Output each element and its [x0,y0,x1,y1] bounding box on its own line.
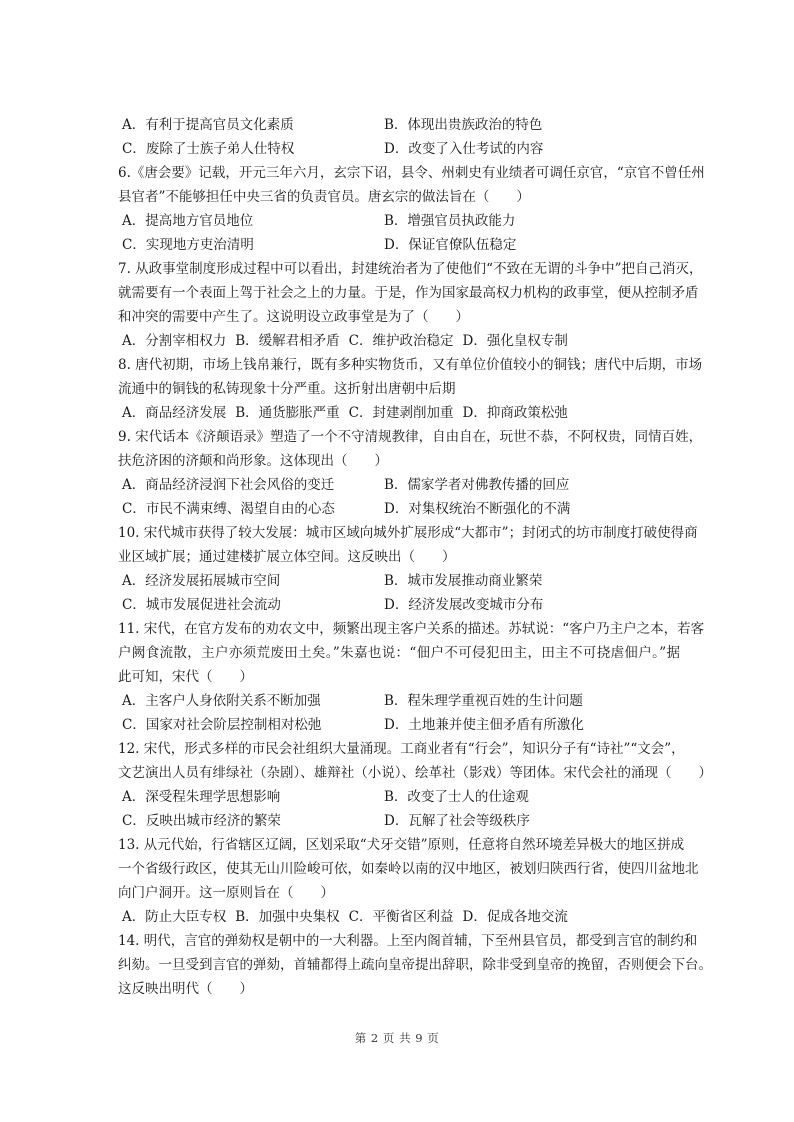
question-list [118,113,712,1001]
q8-option-a[interactable]: A．商品经济发展 [122,405,227,421]
q7-option-a[interactable]: A．分割宰相权力 [122,333,227,349]
q13-stem-line-3: 向门户洞开。这一原则旨在（ ） [118,885,334,901]
q7-options-row [118,329,680,353]
q12-option-c[interactable]: C．反映出城市经济的繁荣 [122,813,281,829]
page-number-footer: 第 2 页 共 9 页 [354,1031,440,1045]
q7-stem-line-2: 就需要有一个表面上驾于社会之上的力量。于是，作为国家最高权力机构的政事堂，便从控制矛盾 [118,285,699,301]
q14-stem-line-2: 纠劾。一旦受到言官的弹劾，首辅都得上疏向皇帝提出辞职，除非受到皇帝的挽留，否则便会下台。 [118,957,712,973]
q13-option-a[interactable]: A．防止大臣专权 [122,909,227,925]
q11-stem-line-1: 11. 宋代，在官方发布的劝农文中，频繁出现主客户关系的描述。苏轼说：“客户乃主户之本，若客 [118,621,705,637]
q6-options-row-1 [118,209,680,233]
q5-option-a[interactable]: A．有利于提高官员文化素质 [122,117,294,133]
q6-option-b[interactable]: B．增强官员执政能力 [384,213,516,229]
q9-options-row-1 [118,473,680,497]
q7-stem-line-3: 和冲突的需要中产生了。这说明设立政事堂是为了（ ） [118,309,469,325]
q6-options-row-2 [118,233,680,257]
q7-option-d[interactable]: D．强化皇权专制 [462,333,568,349]
q13-stem-line-2: 一个省级行政区，使其无山川险峻可依，如秦岭以南的汉中地区，被划归陕西行省，使四川盆地北 [118,861,699,877]
q7-option-b[interactable]: B．缓解君相矛盾 [235,333,340,349]
q10-stem-line-1: 10. 宋代城市获得了较大发展：城市区域向城外扩展形成“大都市”；封闭式的坊市制度打破使得商 [118,525,698,541]
q12-option-d[interactable]: D．瓦解了社会等级秩序 [384,813,530,829]
q9-option-a[interactable]: A．商品经济浸润下社会风俗的变迁 [122,477,335,493]
q9-stem-line-1: 9. 宋代话本《济颠语录》塑造了一个不守清规教律，自由自在，玩世不恭，不阿权贵，同情百姓， [118,429,703,445]
q10-stem-line-2: 业区域扩展；通过建楼扩展立体空间。这反映出（ ） [118,549,456,565]
q13-option-d[interactable]: D．促成各地交流 [462,909,568,925]
q11-option-c[interactable]: C．国家对社会阶层控制相对松弛 [122,717,322,733]
q6-option-d[interactable]: D．保证官僚队伍稳定 [384,237,517,253]
q5-option-b[interactable]: B．体现出贵族政治的特色 [384,117,543,133]
q13-option-c[interactable]: C．平衡省区利益 [348,909,454,925]
q8-option-b[interactable]: B．通货膨胀严重 [235,405,340,421]
q11-stem-line-3: 此可知，宋代（ ） [118,669,253,685]
q12-option-b[interactable]: B．改变了士人的仕途观 [384,789,529,805]
q13-stem-line-1: 13. 从元代始，行省辖区辽阔，区划采取“犬牙交错”原则，任意将自然环境差异极大的地区拼成 [118,837,685,853]
q6-option-c[interactable]: C．实现地方吏治清明 [122,237,254,253]
q5-options-row-2 [118,137,680,161]
q9-option-b[interactable]: B．儒家学者对佛教传播的回应 [384,477,570,493]
q12-stem-line-2: 文艺演出人员有绯绿社（杂剧）、雄辩社（小说）、绘革社（影戏）等团体。宋代会社的涌现（ ） [118,765,712,781]
q12-stem-line-1: 12. 宋代，形式多样的市民会社组织大量涌现。工商业者有“行会”，知识分子有“诗社”“文会”， [118,741,685,757]
q8-option-c[interactable]: C．封建剥削加重 [348,405,454,421]
q10-option-a[interactable]: A．经济发展拓展城市空间 [122,573,281,589]
q6-option-a[interactable]: A．提高地方官员地位 [122,213,254,229]
q5-option-d[interactable]: D．改变了入仕考试的内容 [384,141,544,157]
q10-options-row-2 [118,593,680,617]
q9-option-c[interactable]: C．市民不满束缚、渴望自由的心态 [122,501,335,517]
q9-option-d[interactable]: D．对集权统治不断强化的不满 [384,501,571,517]
q9-stem-line-2: 扶危济困的济颠和尚形象。这体现出（ ） [118,453,388,469]
q8-option-d[interactable]: D．抑商政策松弛 [462,405,568,421]
q12-options-row-2 [118,809,680,833]
q13-option-b[interactable]: B．加强中央集权 [235,909,340,925]
q8-stem-line-2: 流通中的铜钱的私铸现象十分严重。这折射出唐朝中后期 [118,381,456,397]
q11-option-b[interactable]: B．程朱理学重视百姓的生计问题 [384,693,583,709]
q5-options-row-1 [118,113,680,137]
q10-option-b[interactable]: B．城市发展推动商业繁荣 [384,573,543,589]
q13-options-row [118,905,680,929]
q9-options-row-2 [118,497,680,521]
q6-stem-line-1: 6.《唐会要》记载，开元三年六月，玄宗下诏，县令、州刺史有业绩者可调任京官，“京官不曾任州 [118,165,705,181]
q7-option-c[interactable]: C．维护政治稳定 [348,333,454,349]
q10-option-d[interactable]: D．经济发展改变城市分布 [384,597,544,613]
q11-options-row-2 [118,713,680,737]
q8-options-row [118,401,680,425]
q10-options-row-1 [118,569,680,593]
q6-stem-line-2: 县官者”不能够担任中央三省的负责官员。唐玄宗的做法旨在（ ） [118,189,530,205]
q14-stem-line-3: 这反映出明代（ ） [118,981,253,997]
q11-options-row-1 [118,689,680,713]
q11-option-d[interactable]: D．土地兼并使主佃矛盾有所激化 [384,717,584,733]
q12-options-row-1 [118,785,680,809]
q7-stem-line-1: 7. 从政事堂制度形成过程中可以看出，封建统治者为了使他们“不致在无谓的斗争中”把自己消灭， [118,261,703,277]
q10-option-c[interactable]: C．城市发展促进社会流动 [122,597,281,613]
q8-stem-line-1: 8. 唐代初期，市场上钱帛兼行，既有多种实物货币，又有单位价值较小的铜钱；唐代中后期，市场 [118,357,703,373]
q12-option-a[interactable]: A．深受程朱理学思想影响 [122,789,281,805]
q11-option-a[interactable]: A．主客户人身依附关系不断加强 [122,693,321,709]
q14-stem-line-1: 14. 明代，言官的弹劾权是朝中的一大利器。上至内阁首辅，下至州县官员，都受到言官的制约和 [118,933,698,949]
q5-option-c[interactable]: C．废除了士族子弟人仕特权 [122,141,295,157]
q11-stem-line-2: 户阙食流散，主户亦须荒废田土矣。”朱嘉也说：“佃户不可侵犯田主，田主不可挠虐佃户。”据 [118,645,680,661]
